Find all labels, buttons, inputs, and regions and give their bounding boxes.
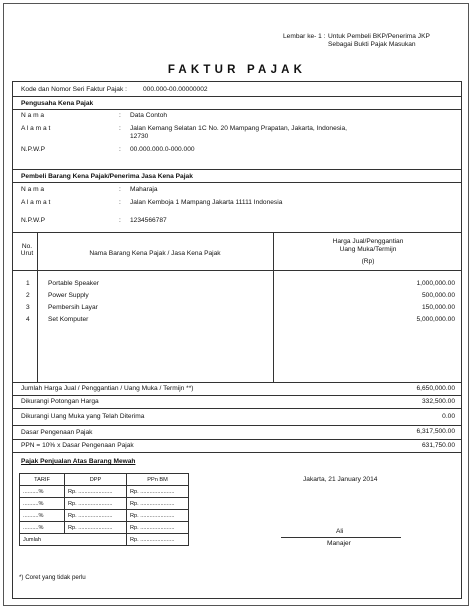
item-harga: 1,000,000.00	[416, 280, 455, 287]
pembeli-heading: Pembeli Barang Kena Pajak/Penerima Jasa Kena Pajak	[21, 173, 193, 180]
pembeli-alamat-label: A l a m a t	[21, 199, 51, 206]
dpp-cell: Rp. ......................	[65, 510, 127, 522]
item-nama: Pembersih Layar	[48, 304, 98, 311]
lembar-label: Lembar ke- 1 :	[283, 33, 326, 40]
divider	[13, 182, 461, 183]
pengusaha-npwp-value: 00.000.000.0-000.000	[130, 146, 195, 153]
divider	[13, 270, 461, 271]
pembeli-alamat-value: Jalan Kemboja 1 Mampang Jakarta 11111 Indonesia	[130, 199, 283, 206]
total-label: Dikurangi Potongan Harga	[21, 398, 99, 405]
colon: :	[119, 146, 121, 153]
total-value: 0.00	[442, 413, 455, 420]
signature-line	[281, 537, 401, 538]
table-row	[20, 522, 189, 534]
col-harga-line-1: Harga Jual/Penggantian	[332, 238, 404, 245]
item-nama: Portable Speaker	[48, 280, 99, 287]
table-row	[20, 534, 189, 546]
untuk-line-2: Sebagai Bukti Pajak Masukan	[328, 41, 416, 48]
colon: :	[119, 186, 121, 193]
ppnbm-cell: Rp. ......................	[127, 510, 189, 522]
item-harga: 500,000.00	[421, 292, 455, 299]
invoice-body	[12, 81, 462, 599]
tarif-cell: ..........%	[20, 486, 65, 498]
item-nama: Power Supply	[48, 292, 89, 299]
total-value: 6,317,500.00	[416, 428, 455, 435]
divider	[13, 439, 461, 440]
item-no: 3	[26, 304, 30, 311]
untuk-line-1: Untuk Pembeli BKP/Penerima JKP	[328, 33, 430, 40]
ppnbm-cell: Rp. ......................	[127, 486, 189, 498]
pengusaha-heading: Pengusaha Kena Pajak	[21, 100, 94, 107]
table-row	[20, 498, 189, 510]
col-harga-line-3: (Rp)	[361, 258, 375, 265]
pembeli-nama-label: N a m a	[21, 186, 45, 193]
total-value: 332,500.00	[421, 398, 455, 405]
colon: :	[119, 199, 121, 206]
jumlah-ppnbm-cell: Rp. ......................	[127, 534, 189, 546]
tarif-cell: ..........%	[20, 522, 65, 534]
item-no: 1	[26, 280, 30, 287]
col-no-line-1: No.	[21, 243, 33, 250]
divider	[13, 408, 461, 409]
colon: :	[119, 217, 121, 224]
col-tarif: TARIF	[20, 474, 65, 486]
signature-title: Manajer	[327, 540, 351, 547]
pengusaha-alamat-line-1: Jalan Kemang Selatan 1C No. 20 Mampang Prapatan, Jakarta, Indonesia,	[130, 125, 347, 132]
ppnbm-cell: Rp. ......................	[127, 522, 189, 534]
item-no: 2	[26, 292, 30, 299]
pengusaha-alamat-line-2: 12730	[130, 133, 149, 140]
pengusaha-nama-label: N a m a	[21, 112, 45, 119]
item-harga: 150,000.00	[421, 304, 455, 311]
tarif-cell: ..........%	[20, 498, 65, 510]
col-harga-line-2: Uang Muka/Termijn	[339, 246, 397, 253]
footnote: *) Coret yang tidak perlu	[19, 574, 86, 581]
total-label: PPN = 10% x Dasar Pengenaan Pajak	[21, 442, 134, 449]
pengusaha-nama-value: Data Contoh	[130, 112, 168, 119]
dpp-cell: Rp. ......................	[65, 522, 127, 534]
col-ppnbm: PPn BM	[127, 474, 189, 486]
pembeli-nama-value: Maharaja	[130, 186, 158, 193]
divider	[13, 382, 461, 383]
dpp-cell: Rp. ......................	[65, 486, 127, 498]
item-nama: Set Komputer	[48, 316, 89, 323]
signature-place-date: Jakarta, 21 January 2014	[303, 476, 378, 483]
item-no: 4	[26, 316, 30, 323]
signature-name: Ali	[336, 528, 344, 535]
divider	[13, 109, 461, 110]
col-no-header	[17, 243, 37, 257]
divider	[13, 425, 461, 426]
untuk-note	[328, 33, 430, 49]
colon: :	[119, 112, 121, 119]
divider	[13, 452, 461, 453]
barang-mewah-heading: Pajak Penjualan Atas Barang Mewah	[21, 458, 136, 465]
jumlah-spacer	[65, 534, 127, 546]
total-label: Jumlah Harga Jual / Penggantian / Uang Muka / Termijn **)	[21, 385, 194, 392]
table-row	[20, 510, 189, 522]
divider	[13, 169, 461, 170]
total-label: Dasar Pengenaan Pajak	[21, 429, 93, 436]
jumlah-label: Jumlah	[20, 534, 65, 546]
col-harga-header	[273, 238, 463, 266]
divider	[13, 232, 461, 233]
dpp-cell: Rp. ......................	[65, 498, 127, 510]
seri-value: 000.000-00.00000002	[143, 86, 208, 93]
barang-mewah-table	[19, 473, 189, 546]
table-row	[20, 486, 189, 498]
col-dpp: DPP	[65, 474, 127, 486]
pembeli-npwp-label: N.P.W.P	[21, 217, 46, 224]
total-value: 631,750.00	[421, 442, 455, 449]
divider	[13, 395, 461, 396]
pengusaha-npwp-label: N.P.W.P	[21, 146, 46, 153]
pembeli-npwp-value: 1234566787	[130, 217, 167, 224]
document-title: FAKTUR PAJAK	[167, 64, 307, 76]
total-value: 6,650,000.00	[416, 385, 455, 392]
colon: :	[119, 125, 121, 132]
col-no-line-2: Urut	[20, 250, 34, 257]
col-nama-header: Nama Barang Kena Pajak / Jasa Kena Pajak	[89, 250, 221, 257]
table-header-row	[20, 474, 189, 486]
divider	[13, 96, 461, 97]
ppnbm-cell: Rp. ......................	[127, 498, 189, 510]
seri-label: Kode dan Nomor Seri Faktur Pajak :	[21, 86, 127, 93]
tarif-cell: ..........%	[20, 510, 65, 522]
total-label: Dikurangi Uang Muka yang Telah Diterima	[21, 413, 145, 420]
item-harga: 5,000,000.00	[416, 316, 455, 323]
pengusaha-alamat-label: A l a m a t	[21, 125, 51, 132]
